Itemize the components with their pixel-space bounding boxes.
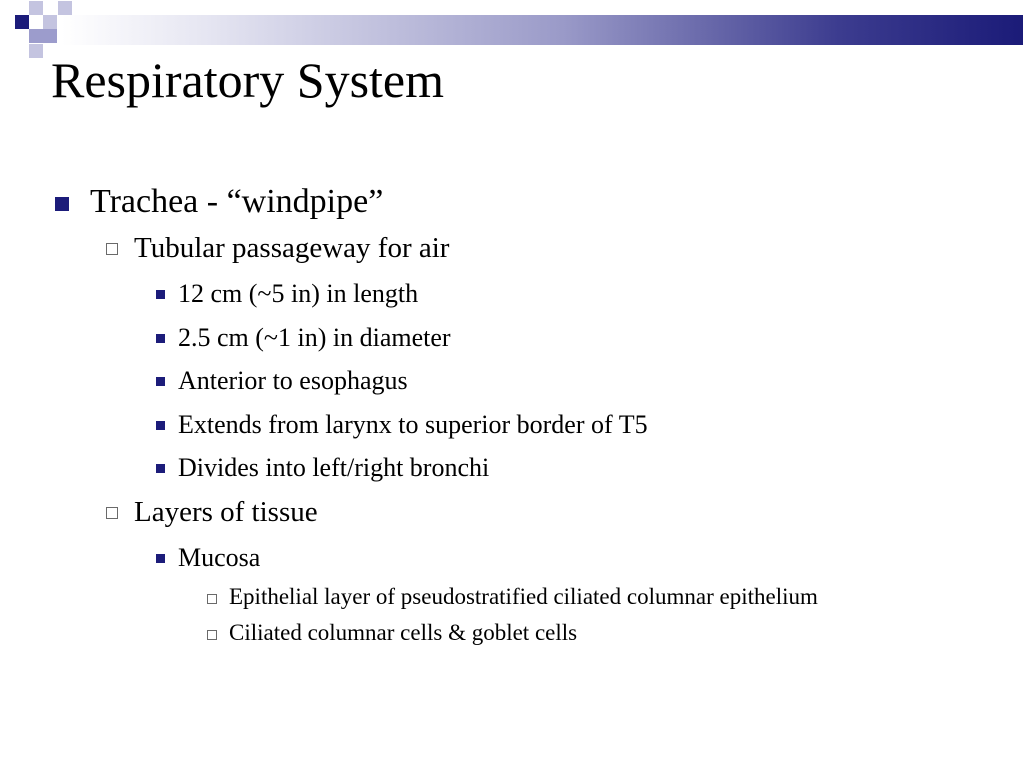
- list-item-layers-of-tissue: [0, 488, 1023, 536]
- list-item: [0, 359, 1023, 403]
- list-item-text: 12 cm (~5 in) in length: [178, 279, 419, 308]
- list-item: [0, 579, 1023, 615]
- hollow-square-bullet-icon: [106, 507, 118, 519]
- hollow-square-bullet-icon: [207, 630, 217, 640]
- list-item-text: Ciliated columnar cells & goblet cells: [229, 620, 578, 645]
- list-item-trachea: [0, 178, 1023, 226]
- list-item-text: Epithelial layer of pseudostratified ciliated columnar epithelium: [229, 584, 818, 609]
- list-item: [0, 446, 1023, 490]
- list-item: [0, 615, 1023, 651]
- corner-square-light: [29, 44, 43, 58]
- list-item-mucosa: [0, 536, 1023, 580]
- list-item-text: Anterior to esophagus: [178, 366, 408, 395]
- list-item-text: Layers of tissue: [134, 495, 318, 528]
- corner-square-light: [43, 15, 57, 29]
- corner-square-dark: [15, 15, 29, 29]
- bullet-list: [0, 178, 1023, 651]
- filled-square-bullet-icon: [156, 334, 165, 343]
- list-item-text: Trachea - “windpipe”: [90, 183, 384, 220]
- hollow-square-bullet-icon: [106, 243, 118, 255]
- list-item: [0, 316, 1023, 360]
- list-item-text: Divides into left/right bronchi: [178, 453, 490, 482]
- filled-square-bullet-icon: [156, 554, 165, 563]
- hollow-square-bullet-icon: [207, 594, 217, 604]
- list-item-text: Extends from larynx to superior border of T5: [178, 409, 648, 439]
- slide-title: Respiratory System: [51, 52, 445, 108]
- corner-square-light: [58, 1, 72, 15]
- filled-square-bullet-icon: [55, 197, 69, 211]
- list-item-tubular-passageway: [0, 224, 1023, 272]
- list-item-text: Tubular passageway for air: [134, 232, 450, 264]
- corner-square-mid: [43, 29, 57, 43]
- list-item-text: 2.5 cm (~1 in) in diameter: [178, 322, 451, 352]
- filled-square-bullet-icon: [156, 377, 165, 386]
- filled-square-bullet-icon: [156, 464, 165, 473]
- corner-square-light: [29, 1, 43, 15]
- list-item: [0, 403, 1023, 447]
- filled-square-bullet-icon: [156, 290, 165, 299]
- list-item: [0, 272, 1023, 316]
- header-gradient-band: [0, 15, 1023, 45]
- corner-square-mid: [29, 29, 43, 43]
- filled-square-bullet-icon: [156, 421, 165, 430]
- list-item-text: Mucosa: [178, 542, 261, 572]
